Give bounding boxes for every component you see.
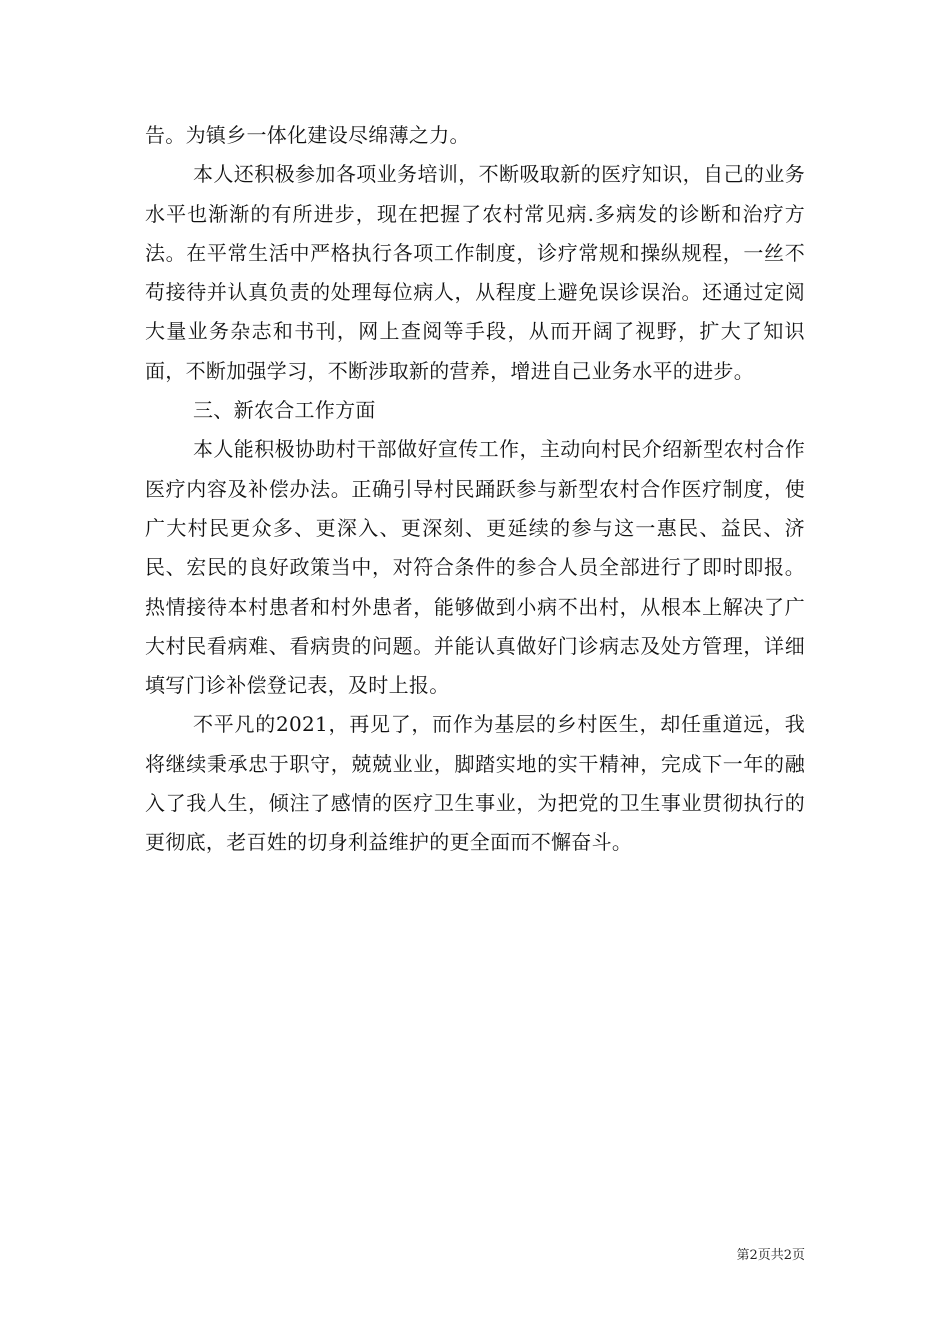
- paragraph-new-rural-coop: 本人能积极协助村干部做好宣传工作，主动向村民介绍新型农村合作医疗内容及补偿办法。正确引导村民踊跃参与新型农村合作医疗制度，使广大村民更众多、更深入、更深刻、更延续的参与这一惠民、益民、济民、宏民的良好政策当中，对符合条件的参合人员全部进行了即时即报。热情接待本村患者和村外患者，能够做到小病不出村，从根本上解决了广大村民看病难、看病贵的问题。并能认真做好门诊病志及处方管理，详细填写门诊补偿登记表，及时上报。: [145, 437, 805, 698]
- page-number-footer: 第2页共2页: [736, 1248, 805, 1263]
- paragraph-conclusion: 不平凡的2021，再见了，而作为基层的乡村医生，却任重道远，我将继续秉承忠于职守，兢兢业业，脚踏实地的实干精神，完成下一年的融入了我人生，倾注了感情的医疗卫生事业，为把党的卫生事业贯彻执行的更彻底，老百姓的切身利益维护的更全面而不懈奋斗。: [145, 712, 805, 855]
- paragraph-continuation: 告。为镇乡一体化建设尽绵薄之力。: [145, 123, 470, 147]
- paragraph-training: 本人还积极参加各项业务培训，不断吸取新的医疗知识，自己的业务水平也渐渐的有所进步，现在把握了农村常见病.多病发的诊断和治疗方法。在平常生活中严格执行各项工作制度，诊疗常规和操纵规程，一丝不苟接待并认真负责的处理每位病人，从程度上避免误诊误治。还通过定阅大量业务杂志和书刊，网上查阅等手段，从而开阔了视野，扩大了知识面，不断加强学习，不断涉取新的营养，增进自己业务水平的进步。: [145, 162, 805, 383]
- document-body: [145, 116, 805, 863]
- section-heading-new-rural-coop: 三、新农合工作方面: [193, 398, 376, 423]
